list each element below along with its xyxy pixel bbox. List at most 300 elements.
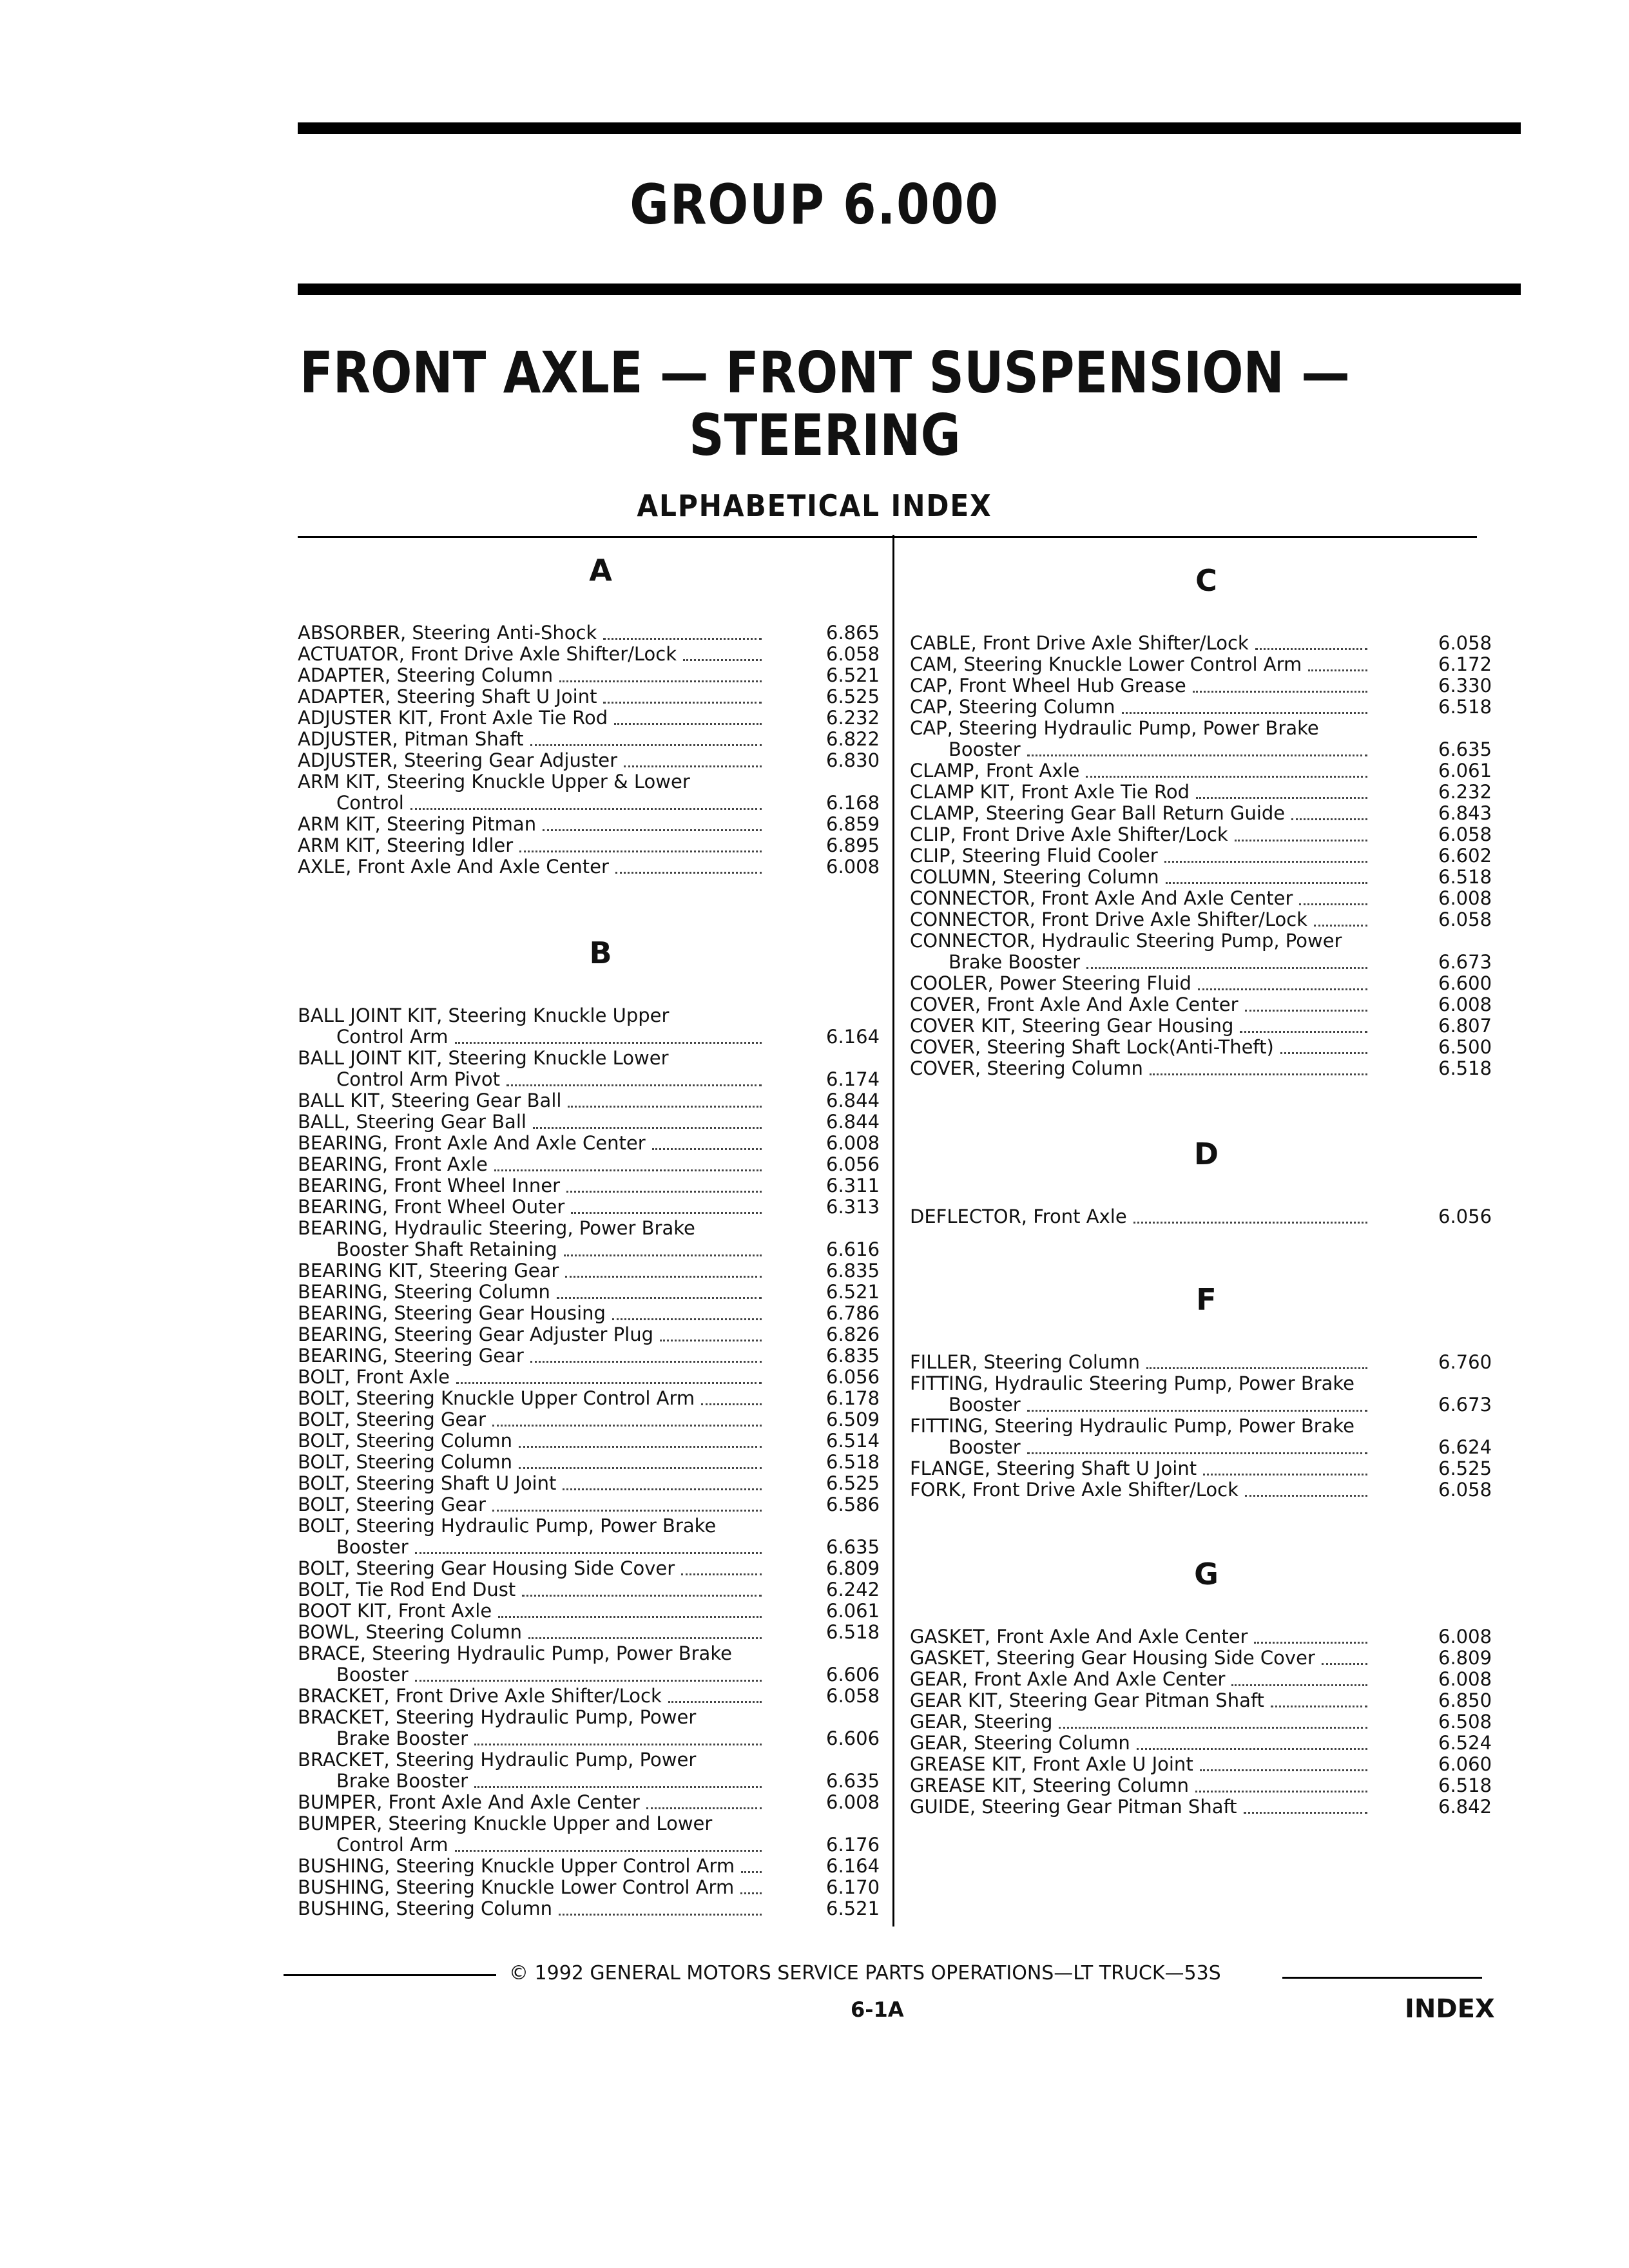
dot-leader bbox=[456, 1382, 762, 1384]
entry-page-ref: 6.830 bbox=[826, 749, 880, 771]
index-entry-continuation bbox=[336, 1728, 929, 1749]
index-entry bbox=[298, 1813, 891, 1834]
entry-page-ref: 6.673 bbox=[1438, 951, 1492, 973]
dot-leader bbox=[1245, 1495, 1367, 1497]
entry-text: ACTUATOR, Front Drive Axle Shifter/Lock bbox=[298, 643, 677, 665]
entry-text: CLAMP, Front Axle bbox=[910, 760, 1080, 782]
dot-leader bbox=[1196, 797, 1367, 799]
entry-page-ref: 6.056 bbox=[1438, 1206, 1492, 1227]
dot-leader bbox=[1231, 1684, 1367, 1686]
entry-page-ref: 6.058 bbox=[1438, 823, 1492, 845]
entry-text: CONNECTOR, Hydraulic Steering Pump, Power bbox=[910, 930, 1342, 952]
entry-page-ref: 6.518 bbox=[826, 1451, 880, 1473]
entry-page-ref: 6.635 bbox=[1438, 738, 1492, 760]
entry-page-ref: 6.518 bbox=[1438, 1057, 1492, 1079]
dot-leader bbox=[410, 808, 762, 810]
index-entry bbox=[298, 750, 891, 771]
index-entry bbox=[910, 1733, 1503, 1754]
index-entry bbox=[298, 707, 891, 729]
index-entry-continuation bbox=[336, 1664, 929, 1686]
index-entry bbox=[910, 760, 1503, 782]
entry-text: BRACKET, Front Drive Axle Shifter/Lock bbox=[298, 1685, 662, 1707]
entry-text: Control bbox=[336, 792, 404, 814]
dot-leader bbox=[1200, 1769, 1367, 1771]
section-letter: G bbox=[1194, 1557, 1219, 1591]
entry-page-ref: 6.500 bbox=[1438, 1036, 1492, 1058]
index-entry bbox=[910, 1037, 1503, 1058]
index-entry bbox=[910, 1416, 1503, 1437]
entry-page-ref: 6.174 bbox=[826, 1068, 880, 1090]
entry-page-ref: 6.178 bbox=[826, 1387, 880, 1409]
entry-text: GASKET, Steering Gear Housing Side Cover bbox=[910, 1647, 1315, 1669]
index-entry bbox=[298, 1005, 891, 1026]
entry-page-ref: 6.521 bbox=[826, 1898, 880, 1919]
index-entry bbox=[298, 1473, 891, 1494]
index-entry bbox=[910, 1648, 1503, 1669]
entry-page-ref: 6.058 bbox=[1438, 908, 1492, 930]
entry-page-ref: 6.859 bbox=[826, 813, 880, 835]
entry-text: BEARING, Hydraulic Steering, Power Brake bbox=[298, 1217, 695, 1239]
index-entry bbox=[298, 1600, 891, 1622]
entry-text: GUIDE, Steering Gear Pitman Shaft bbox=[910, 1796, 1237, 1818]
entry-text: COVER, Front Axle And Axle Center bbox=[910, 994, 1239, 1015]
index-entry bbox=[298, 1388, 891, 1409]
dot-leader bbox=[528, 1637, 762, 1639]
index-entry bbox=[298, 1218, 891, 1239]
entry-text: BOWL, Steering Column bbox=[298, 1621, 522, 1643]
entry-page-ref: 6.842 bbox=[1438, 1796, 1492, 1818]
index-entry bbox=[910, 824, 1503, 845]
dot-leader bbox=[1137, 1748, 1367, 1750]
index-entry bbox=[298, 1579, 891, 1600]
index-entry-continuation bbox=[336, 793, 929, 814]
index-entry bbox=[298, 1175, 891, 1196]
dot-leader bbox=[565, 1276, 762, 1278]
index-entry bbox=[298, 814, 891, 835]
entry-text: BEARING, Steering Column bbox=[298, 1281, 550, 1303]
index-entry bbox=[298, 729, 891, 750]
entry-page-ref: 6.835 bbox=[826, 1345, 880, 1367]
dot-leader bbox=[1059, 1727, 1367, 1729]
index-entry bbox=[910, 1058, 1503, 1079]
entry-page-ref: 6.058 bbox=[1438, 632, 1492, 654]
entry-text: CONNECTOR, Front Drive Axle Shifter/Lock bbox=[910, 908, 1307, 930]
index-entry bbox=[298, 1686, 891, 1707]
index-entry bbox=[910, 1796, 1503, 1818]
index-entry bbox=[910, 675, 1503, 697]
index-entry bbox=[298, 1409, 891, 1430]
index-entry bbox=[298, 1494, 891, 1515]
entry-text: FILLER, Steering Column bbox=[910, 1351, 1140, 1373]
entry-page-ref: 6.508 bbox=[1438, 1711, 1492, 1733]
entry-page-ref: 6.058 bbox=[826, 1685, 880, 1707]
dot-leader bbox=[498, 1616, 762, 1618]
dot-leader bbox=[474, 1744, 762, 1745]
index-entry-continuation bbox=[949, 1394, 1541, 1416]
dot-leader bbox=[1322, 1663, 1367, 1665]
index-entry bbox=[910, 1458, 1503, 1479]
entry-text: CABLE, Front Drive Axle Shifter/Lock bbox=[910, 632, 1249, 654]
index-entry bbox=[910, 845, 1503, 867]
entry-page-ref: 6.313 bbox=[826, 1196, 880, 1218]
dot-leader bbox=[1203, 1474, 1367, 1475]
entry-text: BEARING, Front Axle bbox=[298, 1153, 488, 1175]
dot-leader bbox=[614, 723, 762, 725]
dot-leader bbox=[1122, 712, 1367, 714]
dot-leader bbox=[530, 744, 762, 746]
dot-leader bbox=[494, 1169, 762, 1171]
entry-text: CAP, Front Wheel Hub Grease bbox=[910, 675, 1186, 697]
dot-leader bbox=[519, 1467, 762, 1469]
index-entry-continuation bbox=[336, 1537, 929, 1558]
entry-text: Booster bbox=[336, 1536, 409, 1558]
index-entry bbox=[298, 1856, 891, 1877]
entry-page-ref: 6.822 bbox=[826, 728, 880, 750]
dot-leader bbox=[652, 1148, 762, 1150]
entry-text: BOLT, Steering Hydraulic Pump, Power Brake bbox=[298, 1515, 717, 1537]
index-entry-continuation bbox=[949, 739, 1541, 760]
entry-text: COOLER, Power Steering Fluid bbox=[910, 972, 1191, 994]
dot-leader bbox=[741, 1871, 762, 1873]
entry-page-ref: 6.843 bbox=[1438, 802, 1492, 824]
dot-leader bbox=[1133, 1222, 1367, 1224]
index-entry bbox=[910, 633, 1503, 654]
entry-page-ref: 6.056 bbox=[826, 1366, 880, 1388]
index-entry bbox=[298, 1133, 891, 1154]
page-title-line1: FRONT AXLE — FRONT SUSPENSION — bbox=[300, 340, 1350, 406]
entry-text: FITTING, Steering Hydraulic Pump, Power Brake bbox=[910, 1415, 1355, 1437]
index-entry-continuation bbox=[336, 1026, 929, 1048]
dot-leader bbox=[1255, 648, 1367, 650]
entry-text: Booster bbox=[949, 738, 1021, 760]
entry-page-ref: 6.330 bbox=[1438, 675, 1492, 697]
entry-text: GEAR, Steering bbox=[910, 1711, 1053, 1733]
index-entry-continuation bbox=[336, 1239, 929, 1260]
entry-text: BEARING, Front Wheel Inner bbox=[298, 1175, 561, 1196]
entry-text: CLIP, Front Drive Axle Shifter/Lock bbox=[910, 823, 1228, 845]
dot-leader bbox=[1314, 925, 1367, 927]
entry-page-ref: 6.624 bbox=[1438, 1436, 1492, 1458]
dot-leader bbox=[701, 1403, 762, 1405]
entry-text: Brake Booster bbox=[949, 951, 1081, 973]
dot-leader bbox=[1195, 1791, 1367, 1792]
dot-leader bbox=[519, 850, 762, 852]
index-entry bbox=[298, 644, 891, 665]
dot-leader bbox=[559, 1914, 762, 1916]
index-entry bbox=[298, 1898, 891, 1919]
entry-page-ref: 6.061 bbox=[1438, 760, 1492, 782]
entry-text: ADAPTER, Steering Shaft U Joint bbox=[298, 686, 597, 707]
entry-page-ref: 6.844 bbox=[826, 1111, 880, 1133]
index-entry bbox=[910, 1206, 1503, 1227]
index-entry bbox=[298, 1707, 891, 1728]
entry-text: GEAR, Front Axle And Axle Center bbox=[910, 1668, 1226, 1690]
index-entry bbox=[910, 803, 1503, 824]
dot-leader bbox=[1308, 669, 1367, 671]
dot-leader bbox=[566, 1191, 762, 1193]
entry-text: ADJUSTER, Steering Gear Adjuster bbox=[298, 749, 618, 771]
index-entry bbox=[910, 973, 1503, 994]
entry-text: ARM KIT, Steering Knuckle Upper & Lower bbox=[298, 771, 690, 793]
index-entry-continuation bbox=[949, 1437, 1541, 1458]
top-rule bbox=[298, 122, 1521, 134]
entry-page-ref: 6.008 bbox=[826, 856, 880, 878]
entry-page-ref: 6.058 bbox=[1438, 1479, 1492, 1501]
footer-rule-left bbox=[284, 1974, 496, 1976]
index-entry bbox=[910, 1669, 1503, 1690]
entry-text: Brake Booster bbox=[336, 1770, 468, 1792]
entry-text: CLAMP KIT, Front Axle Tie Rod bbox=[910, 781, 1190, 803]
dot-leader bbox=[740, 1892, 762, 1894]
entry-page-ref: 6.060 bbox=[1438, 1753, 1492, 1775]
entry-page-ref: 6.606 bbox=[826, 1727, 880, 1749]
entry-text: BEARING KIT, Steering Gear bbox=[298, 1260, 559, 1282]
entry-text: Booster bbox=[336, 1664, 409, 1686]
entry-text: FORK, Front Drive Axle Shifter/Lock bbox=[910, 1479, 1239, 1501]
dot-leader bbox=[603, 702, 762, 704]
entry-page-ref: 6.865 bbox=[826, 622, 880, 644]
entry-text: BALL KIT, Steering Gear Ball bbox=[298, 1090, 562, 1111]
entry-text: COVER, Steering Shaft Lock(Anti-Theft) bbox=[910, 1036, 1274, 1058]
index-entry bbox=[910, 1373, 1503, 1394]
entry-page-ref: 6.168 bbox=[826, 792, 880, 814]
group-title: GROUP 6.000 bbox=[630, 173, 999, 237]
index-entry bbox=[910, 909, 1503, 930]
dot-leader bbox=[564, 1254, 762, 1256]
entry-text: GREASE KIT, Steering Column bbox=[910, 1774, 1189, 1796]
entry-text: ABSORBER, Steering Anti-Shock bbox=[298, 622, 597, 644]
dot-leader bbox=[559, 680, 762, 682]
dot-leader bbox=[1271, 1706, 1367, 1707]
index-entry bbox=[910, 1711, 1503, 1733]
index-entry bbox=[298, 1303, 891, 1324]
entry-page-ref: 6.586 bbox=[826, 1494, 880, 1515]
entry-text: Brake Booster bbox=[336, 1727, 468, 1749]
dot-leader bbox=[519, 1446, 762, 1448]
section-letter: D bbox=[1193, 1137, 1219, 1171]
dot-leader bbox=[1146, 1367, 1367, 1369]
entry-text: BUSHING, Steering Column bbox=[298, 1898, 552, 1919]
index-entry bbox=[298, 1792, 891, 1813]
index-entry bbox=[298, 1877, 891, 1898]
entry-text: FITTING, Hydraulic Steering Pump, Power Brake bbox=[910, 1372, 1355, 1394]
entry-page-ref: 6.008 bbox=[1438, 1626, 1492, 1648]
index-entry bbox=[298, 1324, 891, 1345]
dot-leader bbox=[1240, 1031, 1367, 1033]
entry-text: BOLT, Steering Knuckle Upper Control Arm bbox=[298, 1387, 695, 1409]
entry-page-ref: 6.602 bbox=[1438, 845, 1492, 867]
entry-page-ref: 6.061 bbox=[826, 1600, 880, 1622]
entry-page-ref: 6.232 bbox=[826, 707, 880, 729]
entry-page-ref: 6.895 bbox=[826, 834, 880, 856]
dot-leader bbox=[1244, 1812, 1367, 1814]
index-entry bbox=[910, 697, 1503, 718]
entry-page-ref: 6.509 bbox=[826, 1408, 880, 1430]
index-entry bbox=[298, 1515, 891, 1537]
entry-text: Control Arm Pivot bbox=[336, 1068, 500, 1090]
entry-text: ARM KIT, Steering Pitman bbox=[298, 813, 537, 835]
entry-text: BUSHING, Steering Knuckle Lower Control Arm bbox=[298, 1876, 735, 1898]
entry-text: BOLT, Steering Gear bbox=[298, 1408, 486, 1430]
index-entry bbox=[298, 1048, 891, 1069]
index-entry-continuation bbox=[336, 1069, 929, 1090]
entry-page-ref: 6.600 bbox=[1438, 972, 1492, 994]
entry-text: FLANGE, Steering Shaft U Joint bbox=[910, 1457, 1197, 1479]
entry-text: Booster bbox=[949, 1394, 1021, 1416]
entry-page-ref: 6.172 bbox=[1438, 653, 1492, 675]
index-entry bbox=[298, 1430, 891, 1452]
entry-text: BEARING, Steering Gear Housing bbox=[298, 1302, 606, 1324]
entry-page-ref: 6.760 bbox=[1438, 1351, 1492, 1373]
entry-page-ref: 6.809 bbox=[826, 1557, 880, 1579]
dot-leader bbox=[1291, 818, 1367, 820]
entry-text: AXLE, Front Axle And Axle Center bbox=[298, 856, 609, 878]
dot-leader bbox=[668, 1701, 762, 1703]
entry-text: ADAPTER, Steering Column bbox=[298, 664, 554, 686]
section-letter: C bbox=[1195, 563, 1217, 598]
dot-leader bbox=[615, 872, 762, 874]
entry-page-ref: 6.844 bbox=[826, 1090, 880, 1111]
entry-page-ref: 6.008 bbox=[1438, 887, 1492, 909]
index-entry bbox=[910, 1352, 1503, 1373]
dot-leader bbox=[492, 1425, 762, 1427]
entry-page-ref: 6.606 bbox=[826, 1664, 880, 1686]
index-entry bbox=[298, 1260, 891, 1282]
entry-page-ref: 6.518 bbox=[1438, 866, 1492, 888]
dot-leader bbox=[506, 1084, 762, 1086]
index-entry bbox=[910, 782, 1503, 803]
footer-rule-right bbox=[1282, 1977, 1482, 1979]
page-title-line2: STEERING bbox=[689, 402, 961, 468]
entry-page-ref: 6.170 bbox=[826, 1876, 880, 1898]
entry-text: BUMPER, Steering Knuckle Upper and Lower bbox=[298, 1812, 713, 1834]
entry-text: GREASE KIT, Front Axle U Joint bbox=[910, 1753, 1193, 1775]
dot-leader bbox=[568, 1106, 762, 1108]
entry-page-ref: 6.635 bbox=[826, 1770, 880, 1792]
entry-page-ref: 6.242 bbox=[826, 1579, 880, 1600]
entry-page-ref: 6.826 bbox=[826, 1323, 880, 1345]
entry-text: BUSHING, Steering Knuckle Upper Control Arm bbox=[298, 1855, 735, 1877]
dot-leader bbox=[563, 1488, 762, 1490]
entry-text: CAP, Steering Hydraulic Pump, Power Brake bbox=[910, 717, 1319, 739]
index-entry bbox=[298, 1282, 891, 1303]
dot-leader bbox=[1166, 882, 1367, 884]
entry-page-ref: 6.518 bbox=[826, 1621, 880, 1643]
dot-leader bbox=[415, 1680, 762, 1682]
entry-text: BOLT, Steering Gear Housing Side Cover bbox=[298, 1557, 675, 1579]
entry-text: BEARING, Front Wheel Outer bbox=[298, 1196, 565, 1218]
entry-text: ADJUSTER, Pitman Shaft bbox=[298, 728, 524, 750]
index-entry bbox=[910, 867, 1503, 888]
entry-text: CONNECTOR, Front Axle And Axle Center bbox=[910, 887, 1293, 909]
entry-text: BEARING, Front Axle And Axle Center bbox=[298, 1132, 646, 1154]
index-subtitle: ALPHABETICAL INDEX bbox=[637, 488, 992, 523]
entry-page-ref: 6.850 bbox=[1438, 1689, 1492, 1711]
entry-text: BOLT, Steering Shaft U Joint bbox=[298, 1472, 557, 1494]
entry-page-ref: 6.616 bbox=[826, 1238, 880, 1260]
dot-leader bbox=[415, 1552, 762, 1554]
index-entry bbox=[298, 686, 891, 707]
dot-leader bbox=[1027, 1410, 1367, 1412]
index-entry bbox=[298, 1749, 891, 1771]
index-entry bbox=[298, 1345, 891, 1367]
dot-leader bbox=[624, 765, 762, 767]
entry-text: BALL JOINT KIT, Steering Knuckle Lower bbox=[298, 1047, 669, 1069]
section-letter: B bbox=[589, 936, 612, 970]
entry-page-ref: 6.786 bbox=[826, 1302, 880, 1324]
index-entry bbox=[910, 994, 1503, 1015]
entry-text: CLAMP, Steering Gear Ball Return Guide bbox=[910, 802, 1286, 824]
entry-text: BALL JOINT KIT, Steering Knuckle Upper bbox=[298, 1004, 670, 1026]
entry-page-ref: 6.008 bbox=[1438, 1668, 1492, 1690]
index-entry bbox=[298, 1558, 891, 1579]
dot-leader bbox=[1254, 1642, 1367, 1644]
dot-leader bbox=[1086, 967, 1367, 969]
entry-text: BRACKET, Steering Hydraulic Pump, Power bbox=[298, 1749, 697, 1771]
index-entry bbox=[910, 1690, 1503, 1711]
entry-text: GASKET, Front Axle And Axle Center bbox=[910, 1626, 1248, 1648]
index-entry bbox=[910, 888, 1503, 909]
dot-leader bbox=[543, 829, 762, 831]
index-entry bbox=[298, 1643, 891, 1664]
entry-text: DEFLECTOR, Front Axle bbox=[910, 1206, 1127, 1227]
entry-page-ref: 6.673 bbox=[1438, 1394, 1492, 1416]
dot-leader bbox=[1164, 861, 1367, 863]
entry-page-ref: 6.008 bbox=[1438, 994, 1492, 1015]
entry-page-ref: 6.807 bbox=[1438, 1015, 1492, 1037]
entry-page-ref: 6.056 bbox=[826, 1153, 880, 1175]
entry-text: BALL, Steering Gear Ball bbox=[298, 1111, 526, 1133]
dot-leader bbox=[522, 1595, 762, 1597]
index-entry bbox=[298, 1196, 891, 1218]
entry-page-ref: 6.525 bbox=[1438, 1457, 1492, 1479]
dot-leader bbox=[571, 1212, 762, 1214]
index-entry bbox=[910, 1479, 1503, 1501]
index-entry bbox=[910, 1775, 1503, 1796]
entry-text: GEAR KIT, Steering Gear Pitman Shaft bbox=[910, 1689, 1264, 1711]
entry-text: COVER, Steering Column bbox=[910, 1057, 1143, 1079]
index-entry bbox=[910, 718, 1503, 739]
index-entry bbox=[910, 930, 1503, 952]
entry-page-ref: 6.514 bbox=[826, 1430, 880, 1452]
dot-leader bbox=[455, 1850, 762, 1852]
entry-page-ref: 6.058 bbox=[826, 643, 880, 665]
entry-page-ref: 6.008 bbox=[826, 1132, 880, 1154]
dot-leader bbox=[683, 659, 762, 661]
entry-text: CLIP, Steering Fluid Cooler bbox=[910, 845, 1158, 867]
index-entry-continuation bbox=[336, 1771, 929, 1792]
entry-page-ref: 6.835 bbox=[826, 1260, 880, 1282]
entry-page-ref: 6.232 bbox=[1438, 781, 1492, 803]
index-entry bbox=[910, 1015, 1503, 1037]
entry-page-ref: 6.524 bbox=[1438, 1732, 1492, 1754]
index-entry bbox=[298, 1622, 891, 1643]
entry-text: BOLT, Tie Rod End Dust bbox=[298, 1579, 516, 1600]
entry-page-ref: 6.008 bbox=[826, 1791, 880, 1813]
index-entry bbox=[298, 856, 891, 878]
dot-leader bbox=[455, 1042, 762, 1044]
entry-page-ref: 6.164 bbox=[826, 1855, 880, 1877]
entry-text: Control Arm bbox=[336, 1834, 448, 1856]
entry-text: Control Arm bbox=[336, 1026, 448, 1048]
page-number: 6-1A bbox=[851, 1997, 904, 2022]
dot-leader bbox=[660, 1340, 762, 1341]
entry-page-ref: 6.164 bbox=[826, 1026, 880, 1048]
subtitle-rule bbox=[298, 536, 1477, 538]
dot-leader bbox=[1150, 1073, 1367, 1075]
entry-text: GEAR, Steering Column bbox=[910, 1732, 1130, 1754]
dot-leader bbox=[1193, 691, 1367, 693]
